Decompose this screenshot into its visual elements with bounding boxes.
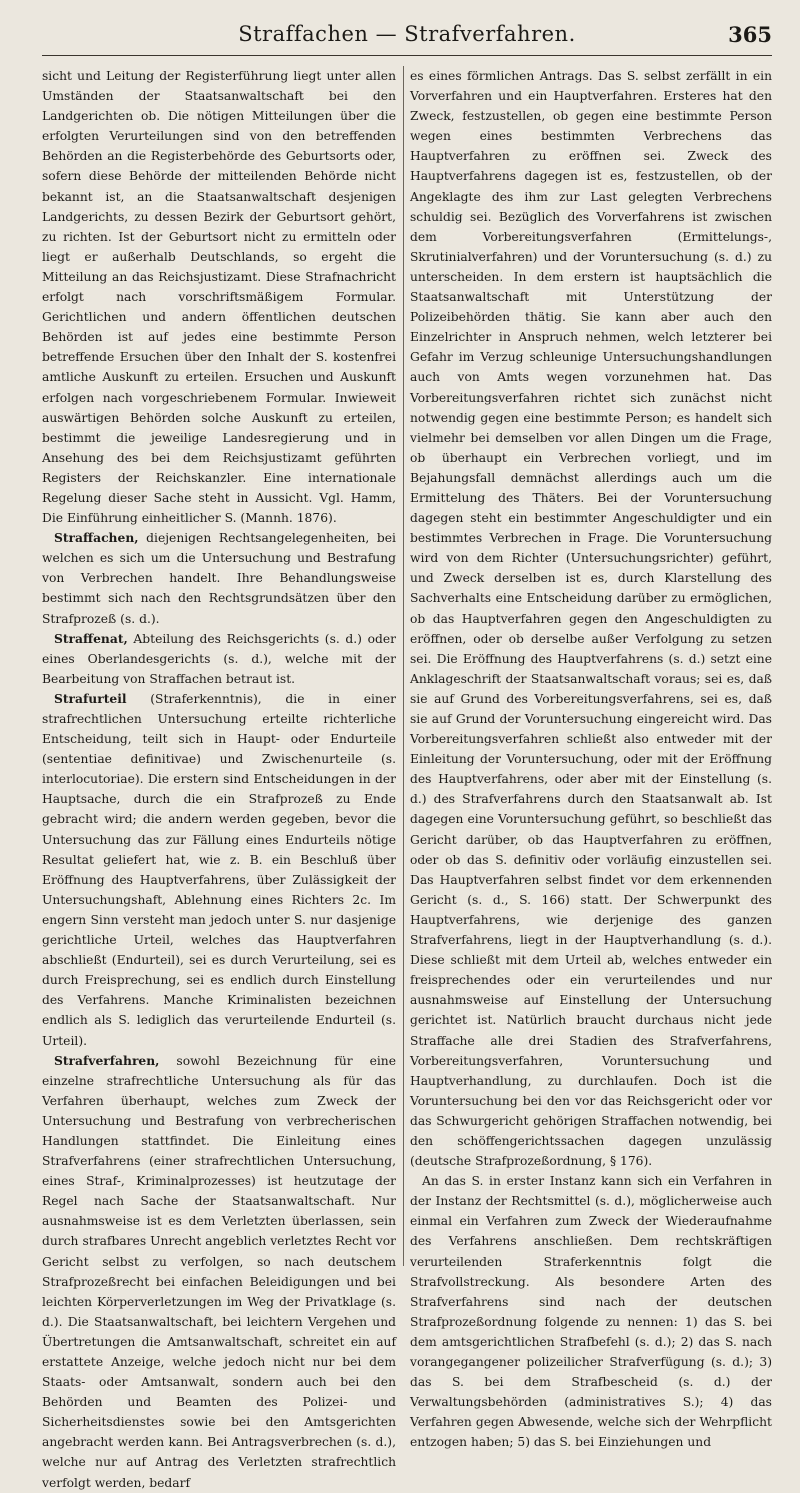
running-header — [42, 20, 772, 54]
column-divider — [403, 66, 404, 1266]
body-paragraph: An das S. in erster Instanz kann sich ein Verfahren in der Instanz der Rechtsmittel (s. d.), möglicherweise auch einmal ein Verfahren zum Zweck der Wiederaufnahme des Verfahrens anschließen. Dem rechtskräftigen verurteilenden Straferkenntnis folgt die Strafvollstreckung. Als besondere Arten des Strafverfahrens sind nach der deutschen Strafprozeßordnung folgende zu nennen: 1) das S. bei dem amtsgerichtlichen Strafbefehl (s. d.); 2) das S. nach vorangegangener polizeilicher Strafverfügung (s. d.); 3) das S. bei dem Strafbescheid (s. d.) der Verwaltungsbehörden (administratives S.); 4) das Verfahren gegen Abwesende, welche sich der Wehrpflicht entzogen haben; 5) das S. bei Einziehungen und — [410, 1174, 772, 1450]
entry-text: diejenigen Rechtsangelegenheiten, bei welchen es sich um die Untersuchung und Bestrafung von Verbrechen handelt. Ihre Behandlungsweise bestimmt sich nach den Rechtsgrundsätzen über den Strafprozeß (s. d.). — [42, 531, 396, 626]
running-title: Straffachen — Strafverfahren. — [238, 22, 576, 46]
entry-term: Straffachen, — [54, 530, 139, 546]
entry-text: sowohl Bezeichnung für eine einzelne strafrechtliche Untersuchung als für das Verfahren überhaupt, welches zum Zweck der Untersuchung und Bestrafung von verbrecherischen Handlungen stattfindet. Die Einleitung eines Strafverfahrens (einer strafrechtlichen Untersuchung, eines Straf-, Kriminalprozesses) ist heutzutage der Regel nach Sache der Staatsanwaltschaft. Nur ausnahmsweise ist es dem Verletzten überlassen, sein durch strafbares Unrecht angeblich verletztes Recht vor Gericht selbst zu verfolgen, so nach deutschem Strafprozeßrecht bei einfachen Beleidigungen und bei leichten Körperverletzungen im Weg der Privatklage (s. d.). Die Staatsanwaltschaft, bei leichtern Vergehen und Übertretungen die Amtsanwaltschaft, schreitet ein auf erstattete Anzeige, welche jedoch nicht nur bei dem Staats- oder Amtsanwalt, sondern auch bei den Behörden und Beamten des Polizei- und Sicherheitsdienstes sowie bei den Amtsgerichten angebracht werden kann. Bei Antragsverbrechen (s. d.), welche nur auf Antrag des Verletzten strafrechtlich verfolgt werden, bedarf — [42, 1053, 396, 1490]
header-rule — [42, 55, 772, 56]
entry-text: (Straferkenntnis), die in einer strafrechtlichen Untersuchung erteilte richterliche Entscheidung, teilt sich in Haupt- oder Endurteile (sententiae definitivae) und Zwischenurteile (s. interlocutoriae). Die erstern sind Entscheidungen in der Hauptsache, durch die ein Strafprozeß zu Ende gebracht wird; die andern werden gegeben, bevor die Untersuchung das zur Fällung eines Endurteils nötige Resultat geliefert hat, wie z. B. ein Beschluß über Eröffnung des Hauptverfahrens, über Zulässigkeit der Untersuchungshaft, Ablehnung eines Richters 2c. Im engern Sinn versteht man jedoch unter S. nur dasjenige gerichtliche Urteil, welches das Hauptverfahren abschließt (Endurteil), sei es durch Verurteilung, sei es durch Freisprechung, sei es endlich durch Einstellung des Verfahrens. Manche Kriminalisten bezeichnen endlich als S. lediglich das verurteilende Endurteil (s. Urteil). — [42, 691, 396, 1048]
entry-term: Strafurteil — [54, 690, 127, 706]
right-column — [410, 66, 772, 1450]
entry-paragraph — [42, 528, 396, 628]
entry-paragraph — [42, 1051, 396, 1493]
body-paragraph: es eines förmlichen Antrags. Das S. selbst zerfällt in ein Vorverfahren und ein Hauptverfahren. Ersteres hat den Zweck, festzustellen, ob gegen eine bestimmte Person wegen eines bestimmten Verbrechens das Hauptverfahren zu eröffnen sei. Zweck des Hauptverfahrens dagegen ist es, festzustellen, ob der Angeklagte des ihm zur Last gelegten Verbrechens schuldig sei. Bezüglich des Vorverfahrens ist zwischen dem Vorbereitungsverfahren (Ermittelungs-, Skrutinialverfahren) und der Voruntersuchung (s. d.) zu unterscheiden. In dem erstern ist hauptsächlich die Staatsanwaltschaft mit Unterstützung der Polizeibehörden thätig. Sie kann aber auch den Einzelrichter in Anspruch nehmen, welch letzterer bei Gefahr im Verzug schleunige Untersuchungshandlungen auch von Amts wegen vorzunehmen hat. Das Vorbereitungsverfahren richtet sich zunächst nicht notwendig gegen eine bestimmte Person; es handelt sich vielmehr bei demselben vor allen Dingen um die Frage, ob überhaupt ein Verbrechen vorliegt, und im Bejahungsfall demnächst allerdings auch um die Ermittelung des Thäters. Bei der Voruntersuchung dagegen steht ein bestimmter Angeschuldigter und ein bestimmtes Verbrechen in Frage. Die Voruntersuchung wird von dem Richter (Untersuchungsrichter) geführt, und Zweck derselben ist es, durch Klarstellung des Sachverhalts eine Entscheidung darüber zu ermöglichen, ob das Hauptverfahren gegen den Angeschuldigten zu eröffnen, oder ob derselbe außer Verfolgung zu setzen sei. Die Eröffnung des Hauptverfahrens (s. d.) setzt eine Anklageschrift der Staatsanwaltschaft voraus; sei es, daß sie auf Grund des Vorbereitungsverfahrens, sei es, daß sie auf Grund der Voruntersuchung eingereicht wird. Das Vorbereitungsverfahren schließt also entweder mit der Einleitung der Voruntersuchung, oder mit der Eröffnung des Hauptverfahrens, oder aber mit der Einstellung (s. d.) des Strafverfahrens durch den Staatsanwalt ab. Ist dagegen eine Voruntersuchung geführt, so beschließt das Gericht darüber, ob das Hauptverfahren zu eröffnen, oder ob das S. definitiv oder vorläufig einzustellen sei. Das Hauptverfahren selbst findet vor dem erkennenden Gericht (s. d., S. 166) statt. Der Schwerpunkt des Hauptverfahrens, wie derjenige des ganzen Strafverfahrens, liegt in der Hauptverhandlung (s. d.). Diese schließt mit dem Urteil ab, welches entweder ein freisprechendes oder ein verurteilendes und nur ausnahmsweise auf Einstellung der Untersuchung gerichtet ist. Natürlich braucht durchaus nicht jede Straffache alle drei Stadien des Strafverfahrens, Vorbereitungsverfahren, Voruntersuchung und Hauptverhandlung, zu durchlaufen. Doch ist die Voruntersuchung bei den vor das Reichsgericht oder vor das Schwurgericht gehörigen Straffachen notwendig, bei den schöffengerichtssachen dagegen unzulässig (deutsche Strafprozeßordnung, § 176). — [410, 69, 772, 1169]
page-number: 365 — [728, 22, 772, 47]
entry-text: Abteilung des Reichsgerichts (s. d.) oder eines Oberlandesgerichts (s. d.), welche mit der Bearbeitung von Straffachen betraut ist. — [42, 631, 396, 686]
entry-paragraph — [42, 689, 396, 1051]
entry-term: Strafverfahren, — [54, 1052, 160, 1068]
entry-term: Straffenat, — [54, 630, 128, 646]
entry-paragraph — [42, 66, 396, 528]
entry-text: sicht und Leitung der Registerführung liegt unter allen Umständen der Staatsanwaltschaft bei den Landgerichten ob. Die nötigen Mitteilungen über die erfolgten Verurteilungen sind von den betreffenden Behörden an die Registerbehörde des Geburtsorts oder, sofern diese Behörde der mitteilenden Behörde nicht bekannt ist, an die Staatsanwaltschaft desjenigen Landgerichts, zu dessen Bezirk der Geburtsort gehört, zu richten. Ist der Geburtsort nicht zu ermitteln oder liegt er außerhalb Deutschlands, so ergeht die Mitteilung an das Reichsjustizamt. Diese Strafnachricht erfolgt nach vorschriftsmäßigem Formular. Gerichtlichen und andern öffentlichen deutschen Behörden ist auf jedes eine bestimmte Person betreffende Ersuchen über den Inhalt der S. kostenfrei amtliche Auskunft zu erteilen. Ersuchen und Auskunft erfolgen nach vorgeschriebenem Formular. Inwieweit auswärtigen Behörden solche Auskunft zu erteilen, bestimmt die jeweilige Landesregierung und in Ansehung des bei dem Reichsjustizamt geführten Registers der Reichskanzler. Eine internationale Regelung dieser Sache steht in Aussicht. Vgl. Hamm, Die Einführung einheitlicher S. (Mannh. 1876). — [42, 69, 396, 526]
left-column — [42, 66, 396, 1490]
entry-paragraph — [42, 629, 396, 689]
